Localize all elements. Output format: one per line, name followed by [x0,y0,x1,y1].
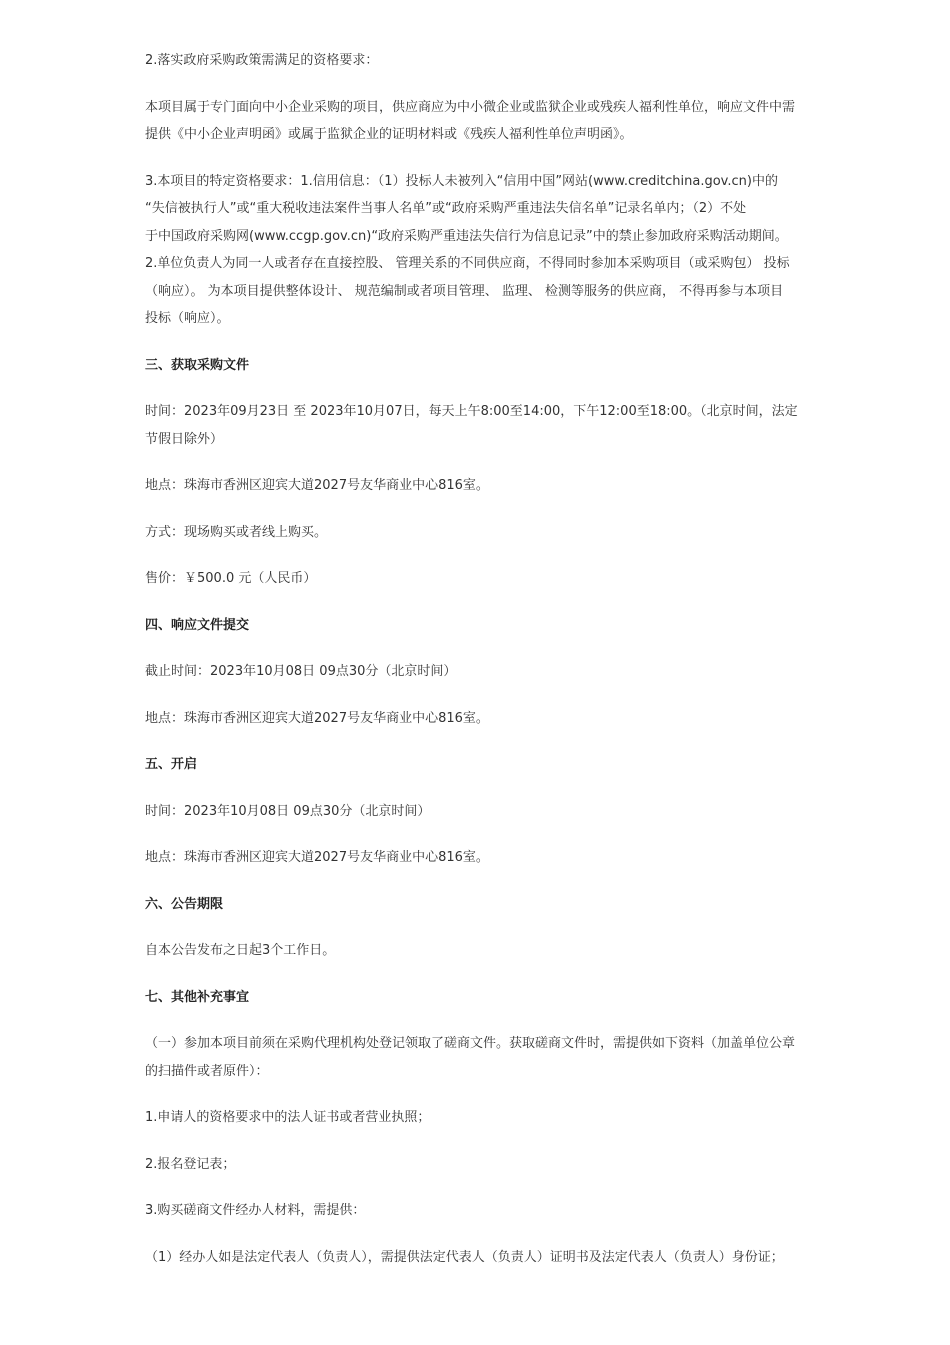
section-4-heading: 四、响应文件提交 [145,617,250,633]
section-7-item-2: 1.申请人的资格要求中的法人证书或者营业执照； [145,1110,431,1125]
section-3-price: 售价：￥500.0 元（人民币） [145,571,317,586]
section-7-item-5: （1）经办人如是法定代表人（负责人），需提供法定代表人（负责人）证明书及法定代表人（负责人）身份证； [145,1249,784,1265]
document-page [145,47,835,1290]
qualification-2-body [145,94,835,149]
text-line: 节假日除外） [145,431,224,447]
section-7-item-3: 2.报名登记表； [145,1156,236,1172]
section-3-time [145,398,835,453]
section-4-location: 地点：珠海市香洲区迎宾大道2027号友华商业中心816室。 [145,710,489,726]
section-4-deadline: 截止时间：2023年10月08日 09点30分（北京时间） [145,664,457,679]
section-5-location: 地点：珠海市香洲区迎宾大道2027号友华商业中心816室。 [145,850,489,865]
section-6-heading: 六、公告期限 [145,896,224,912]
text-line: 2.落实政府采购政策需满足的资格要求： [145,53,379,68]
text-line: （响应）。 为本项目提供整体设计、 规范编制或者项目管理、 监理、 检测等服务的供应商， 不得再参与本项目 [145,283,784,299]
section-7-item-4: 3.购买磋商文件经办人材料，需提供： [145,1203,366,1218]
section-7-heading: 七、其他补充事宜 [145,989,250,1005]
section-5-heading: 五、开启 [145,757,198,772]
section-3-heading: 三、获取采购文件 [145,357,250,373]
text-line: 3.本项目的特定资格要求：1.信用信息：（1）投标人未被列入“信用中国”网站(www.creditchina.gov.cn)中的 [145,173,778,189]
text-line: “失信被执行人”或“重大税收违法案件当事人名单”或“政府采购严重违法失信名单”记录名单内；（2）不处 [145,201,747,216]
qualification-3-body [145,168,835,333]
text-line: 提供《中小企业声明函》或属于监狱企业的证明材料或《残疾人福利性单位声明函》。 [145,127,633,142]
text-line: （一）参加本项目前须在采购代理机构处登记领取了磋商文件。获取磋商文件时，需提供如下资料（加盖单位公章 [145,1036,796,1051]
section-3-method: 方式：现场购买或者线上购买。 [145,524,328,540]
section-5-time: 时间：2023年10月08日 09点30分（北京时间） [145,803,431,819]
qualification-2-title [145,47,835,75]
text-line: 时间：2023年09月23日 至 2023年10月07日，每天上午8:00至14:00，下午12:00至18:00。（北京时间，法定 [145,404,798,419]
text-line: 的扫描件或者原件）： [145,1063,269,1079]
text-line: 投标（响应）。 [145,311,230,326]
text-line: 2.单位负责人为同一人或者存在直接控股、 管理关系的不同供应商，不得同时参加本采购项目（或采购包） 投标 [145,256,790,271]
text-line: 于中国政府采购网(www.ccgp.gov.cn)“政府采购严重违法失信行为信息记录”中的禁止参加政府采购活动期间。 [145,228,788,244]
section-7-item-1 [145,1030,835,1085]
section-6-body: 自本公告发布之日起3个工作日。 [145,943,336,958]
text-line: 本项目属于专门面向中小企业采购的项目，供应商应为中小微企业或监狱企业或残疾人福利性单位，响应文件中需 [145,99,796,115]
section-3-location: 地点：珠海市香洲区迎宾大道2027号友华商业中心816室。 [145,478,489,493]
